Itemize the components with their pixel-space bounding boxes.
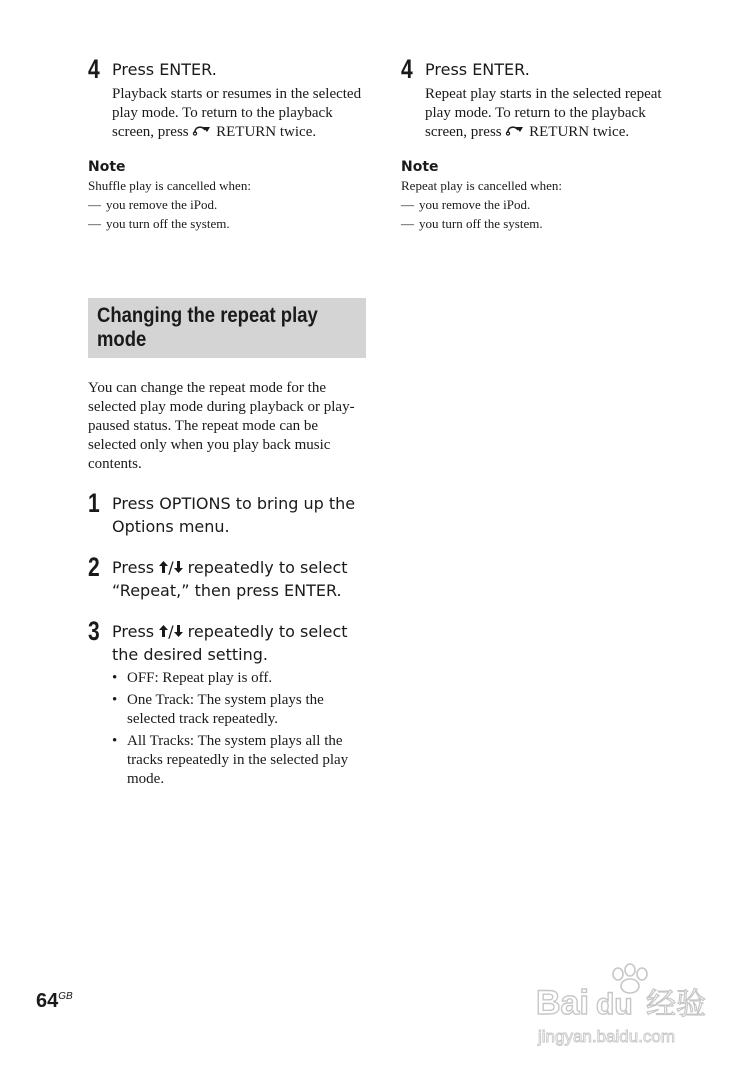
section-title: Changing the repeat play mode [97,304,318,351]
section-intro: You can change the repeat mode for the selected play mode during playback or play-paused status. The repeat mode can be selected only when you play back music contents. [88,380,355,472]
step-title: Press OPTIONS to bring up the Options menu. [112,494,356,536]
page-number-value: 64 [36,990,59,1012]
step-title-text: Press [112,622,160,641]
arrow-up-icon [159,561,168,573]
return-icon [192,124,212,136]
bullet-glyph: • [112,692,118,708]
arrow-up-icon [159,625,168,637]
step-4-right [401,54,691,142]
step-body-text-end: RETURN twice. [525,124,630,140]
note-item-text: you remove the iPod. [106,197,218,212]
svg-text:jingyan.baidu.com: jingyan.baidu.com [538,1027,676,1046]
step-2 [88,552,366,602]
dash-glyph: — [88,216,101,231]
note-item [401,214,691,233]
step-body-text: Repeat play starts in the selected repeat play mode. To return to the playback screen, press [425,86,662,140]
step-3 [88,616,366,789]
baidu-watermark-logo [534,960,714,1050]
note-item [88,195,368,214]
setting-text: One Track: The system plays the selected track repeatedly. [127,692,324,727]
step-number: 3 [88,616,100,646]
bullet-glyph: • [112,670,118,686]
step-body-text-end: RETURN twice. [212,124,317,140]
step-body [425,85,691,142]
note-item-text: you turn off the system. [106,216,230,231]
setting-text: All Tracks: The system plays all the tracks repeatedly in the selected play mode. [127,733,349,787]
step-title-text-end: repeatedly to select “Repeat,” then press ENTER. [112,558,348,600]
step-title: Press ENTER. [112,60,217,79]
svg-text:Bai: Bai [536,984,589,1022]
step-body-text: Playback starts or resumes in the selected play mode. To return to the playback screen, press [112,86,362,140]
slash-glyph: / [168,558,174,577]
note-intro: Repeat play is cancelled when: [401,178,562,193]
slash-glyph: / [168,622,174,641]
step-title [112,556,366,602]
right-column [401,54,691,233]
note-heading: Note [401,159,439,175]
bullet-glyph: • [112,733,118,749]
note-intro: Shuffle play is cancelled when: [88,178,251,193]
step-title-text-end: repeatedly to select the desired setting. [112,622,348,664]
arrow-down-icon [174,561,183,573]
step-number: 1 [88,488,100,518]
note-item [401,195,691,214]
return-icon [505,124,525,136]
step-title [112,620,366,666]
note-heading: Note [88,159,126,175]
section-body [88,379,366,789]
step-number: 2 [88,552,100,582]
step-title-text: Press [112,558,160,577]
note-item [88,214,368,233]
svg-text:du: du [596,988,633,1021]
dash-glyph: — [88,197,101,212]
svg-text:经验: 经验 [646,987,706,1022]
step-number: 4 [401,54,413,84]
page-number-suffix: GB [58,991,73,1002]
setting-text: OFF: Repeat play is off. [127,670,273,686]
step-body [112,85,368,142]
page-number [36,990,73,1013]
note-item-text: you remove the iPod. [419,197,531,212]
arrow-down-icon [174,625,183,637]
step-4-left [88,54,368,142]
dash-glyph: — [401,216,414,231]
section-heading-box [88,298,366,358]
note-item-text: you turn off the system. [419,216,543,231]
setting-item [112,669,366,688]
step-number: 4 [88,54,100,84]
left-column [88,54,368,233]
dash-glyph: — [401,197,414,212]
setting-item [112,732,366,789]
step-title: Press ENTER. [425,60,530,79]
setting-item [112,691,366,729]
step-1 [88,488,366,538]
